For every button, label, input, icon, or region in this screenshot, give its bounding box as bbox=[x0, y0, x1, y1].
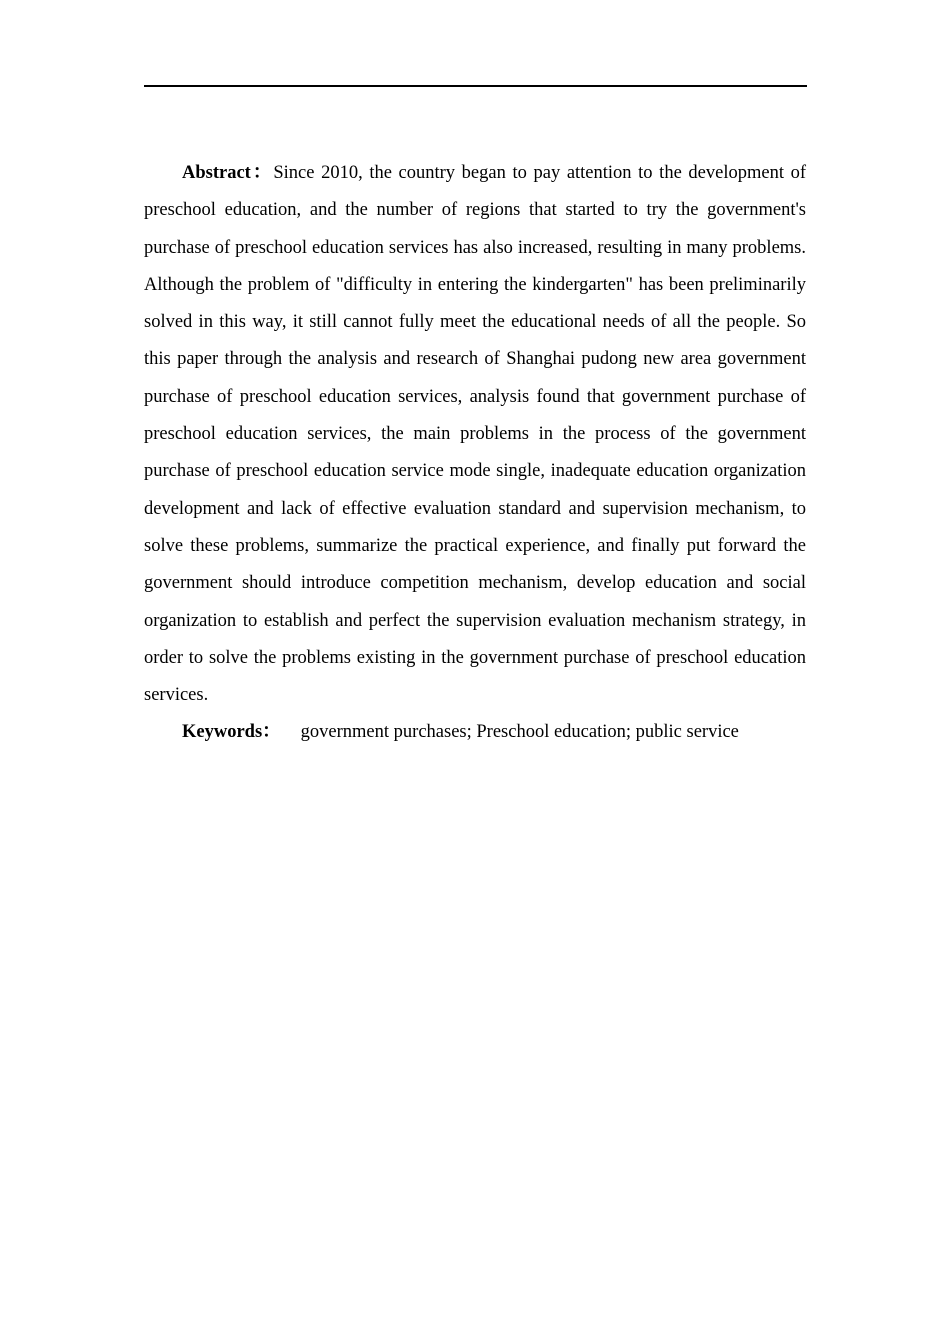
abstract-label: Abstract： bbox=[182, 163, 274, 183]
abstract-text: Since 2010, the country began to pay attention to the development of preschool education, and the number of regions that started to try the government's purchase of preschool education services has also increased, resulting in many problems. Although the problem of "difficulty in entering the kindergarten" has been preliminarily solved in this way, it still cannot fully meet the educational needs of all the people. So this paper through the analysis and research of Shanghai pudong new area government purchase of preschool education services, analysis found that government purchase of preschool education services, the main problems in the process of the government purchase of preschool education service mode single, inadequate education organization development and lack of effective evaluation standard and supervision mechanism, to solve these problems, summarize the practical experience, and finally put forward the government should introduce competition mechanism, develop education and social organization to establish and perfect the supervision evaluation mechanism strategy, in order to solve the problems existing in the government purchase of preschool education services. bbox=[144, 163, 806, 706]
header-rule bbox=[144, 85, 807, 87]
keywords-label: Keywords： bbox=[182, 722, 281, 742]
keywords-paragraph bbox=[144, 714, 806, 751]
abstract-paragraph bbox=[144, 155, 806, 714]
keywords-text: government purchases; Preschool education; public service bbox=[300, 722, 739, 742]
